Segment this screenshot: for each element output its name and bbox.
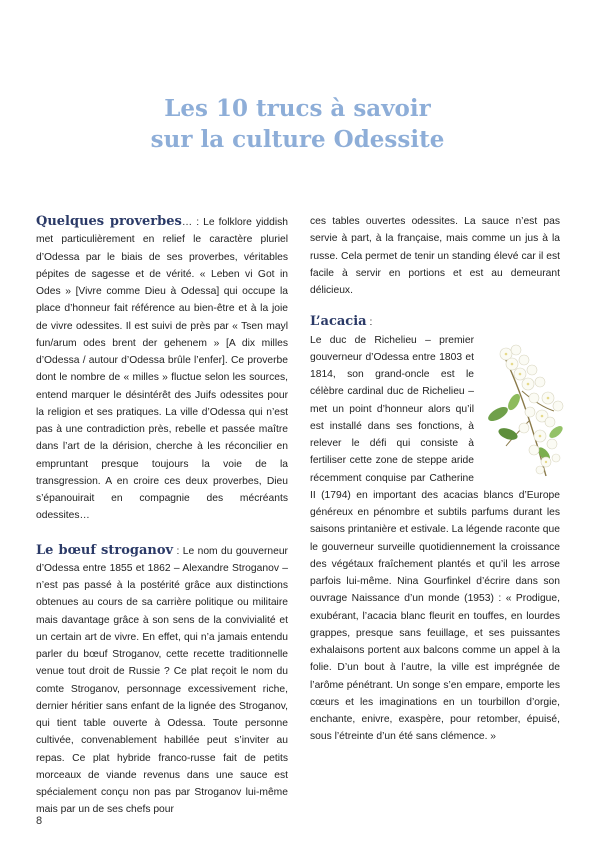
- proverbes-heading: Quelques proverbes: [36, 214, 182, 229]
- acacia-lead: :: [366, 317, 373, 329]
- stroganov-text: Le nom du gouverneur d’Odessa entre 1855 et 1862 – Alexandre Stroganov – n’est pas passé à la postérité grâce aux distinctions obtenues au cours de sa carrière politique ou militaire mais davantage grâce à son sens de la convivialité et un certain art de vivre. En effet, qui n’a jamais entendu parler du bœuf Stroganov, cette recette traditionnelle venue tout droit de Russie ? Ce plat reçoit le nom du comte Stroganov, personnage excessivement riche, dernier héritier sans enfant de la lignée des Stroganov, qui tient table ouverte à Odessa. Toute personne cultivée, convenablement habillée peut s’inviter au repas. Ce plat hybride franco-russe fait de petits morceaux de viande revenus dans une sauce est spécialement conçu non pas par Stroganov lui-même mais par un de ses chefs pour: [36, 545, 288, 816]
- page-title: [0, 93, 595, 155]
- stroganov-lead: :: [173, 545, 183, 557]
- stroganov-paragraph: [36, 542, 288, 819]
- proverbes-paragraph: [36, 213, 288, 525]
- proverbes-lead: … :: [181, 217, 204, 228]
- proverbes-text: Le folklore yiddish met particulièrement en relief le caractère pluriel d’Odessa par le biais de ses proverbes, véritables pépites de sagesse et de vérité. « Leben vi Got in Odes » [Vivre comme Dieu à Odessa] qui occupe la place d’honneur fait référence au bien-être et à la joie de vivre odessites. Il est suivi de près par « Tsen mayl fun/arum odes brent der gehenem » [A dix milles d’Odessa / autour d’Odessa brûle l’enfer]. Ce proverbe dont le nombre de « milles » fluctue selon les sources, entend marquer le désintérêt des Juifs odessites pour la religion et ses pratiques. La ville d’Odessa qui n’est pas à une contradiction près, rebelle et passée maître dans l’art de la dérision, cherche à les réconcilier en empruntant presque toujours la voie de la transgression. A en croire ces deux proverbes, Dieu s’épanouirait en compagnie des mécréants odessites…: [36, 217, 288, 522]
- acacia-heading-line: [310, 313, 560, 331]
- stroganov-continuation: ces tables ouvertes odessites. La sauce n’est pas servie à part, à la française, mais comme un jus à la russe. Cela permet de tenir un standing élevé car il est facile à servir en portions et est au demeurant délicieux.: [310, 216, 560, 296]
- right-column: [310, 213, 560, 746]
- title-line-1: Les 10 trucs à savoir: [164, 95, 431, 122]
- left-column: [36, 213, 288, 819]
- stroganov-heading: Le bœuf stroganov: [36, 542, 174, 558]
- acacia-text: Le duc de Richelieu – premier gouverneur d’Odessa entre 1803 et 1814, son grand-oncle est le célèbre cardinal duc de Richelieu – met un point d’honneur alors qu’il est installé dans ses fonctions, à relever le défi qui consiste à fertiliser cette zone de steppe aride récemment conquise par Catherine II (1794) en important des acacias blancs d’Europe généreux en pénombre et subtils parfums durant les saisons printanière et estivale. La légende raconte que le gouverneur surveille quotidiennement la croissance des végétaux fraîchement plantés et qu’il les arrose parfois lui-même. Nina Gourfinkel d’écrire dans son ouvrage Naissance d’un monde (1953) : « Prodigue, exubérant, l’acacia blanc fleurit en touffes, en lourdes grappes, presque sans feuillage, et ses puissantes exhalaisons portent aux balcons comme un appel à la folie. D’un bout à l’autre, la ville est imprégnée de l’arôme pénétrant. Un songe s’en empare, emporte les cœurs et les imaginations en un tourbillon d’orgie, enchante, enivre, exaspère, pour retomber, épuisé, sous l’étreinte d’un été sans clémence. »: [310, 334, 560, 743]
- title-line-2: sur la culture Odessite: [150, 126, 445, 153]
- acacia-block: [310, 332, 560, 746]
- acacia-heading: L’acacia: [310, 314, 367, 330]
- page-number: 8: [36, 815, 43, 827]
- acacia-flower-icon: [484, 336, 568, 481]
